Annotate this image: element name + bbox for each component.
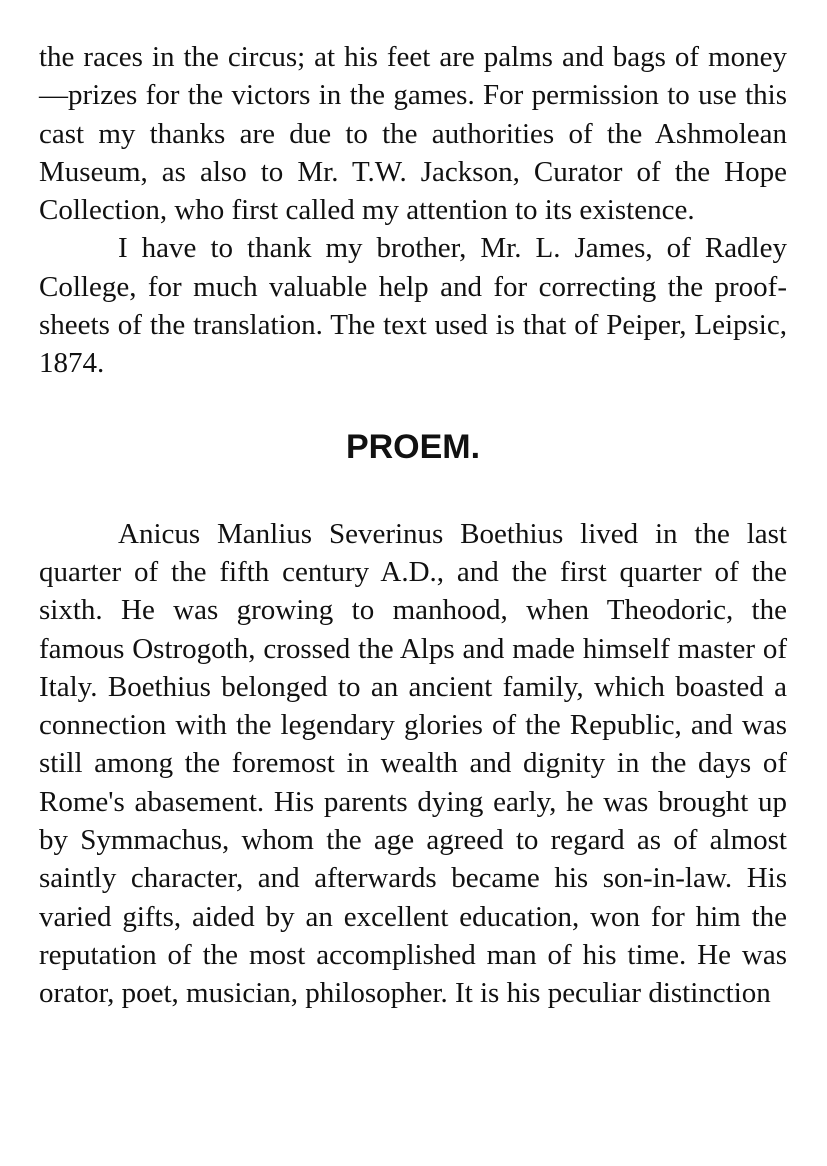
- paragraph-acknowledgements: I have to thank my brother, Mr. L. James, of Radley College, for much valuable help and for correcting the proof-sheets of the translation. The text used is that of Peiper, Leipsic, 1874.: [39, 232, 787, 380]
- spacer: [39, 383, 787, 427]
- paragraph-prize-description: the races in the circus; at his feet are palms and bags of money—prizes for the victors in the games. For permission to use this cast my thanks are due to the authorities of the Ashmolean Museum, as also to Mr. T.W. Jackson, Curator of the Hope Collection, who first called my attention to its existence.: [39, 41, 787, 227]
- section-heading: PROEM.: [345, 427, 481, 466]
- spacer: [39, 467, 787, 515]
- book-page: [39, 38, 787, 1013]
- paragraph-boethius-biography: Anicus Manlius Severinus Boethius lived in the last quarter of the fifth century A.D., and the first quarter of the sixth. He was growing to manhood, when Theodoric, the famous Ostrogoth, crossed the Alps and made himself master of Italy. Boethius belonged to an ancient family, which boasted a connection with the legendary glories of the Republic, and was still among the foremost in wealth and dignity in the days of Rome's abasement. His parents dying early, he was brought up by Symmachus, whom the age agreed to regard as of almost saintly character, and afterwards became his son-in-law. His varied gifts, aided by an excellent education, won for him the reputation of the most accomplished man of his time. He was orator, poet, musician, philosopher. It is his peculiar distinction: [39, 517, 787, 1010]
